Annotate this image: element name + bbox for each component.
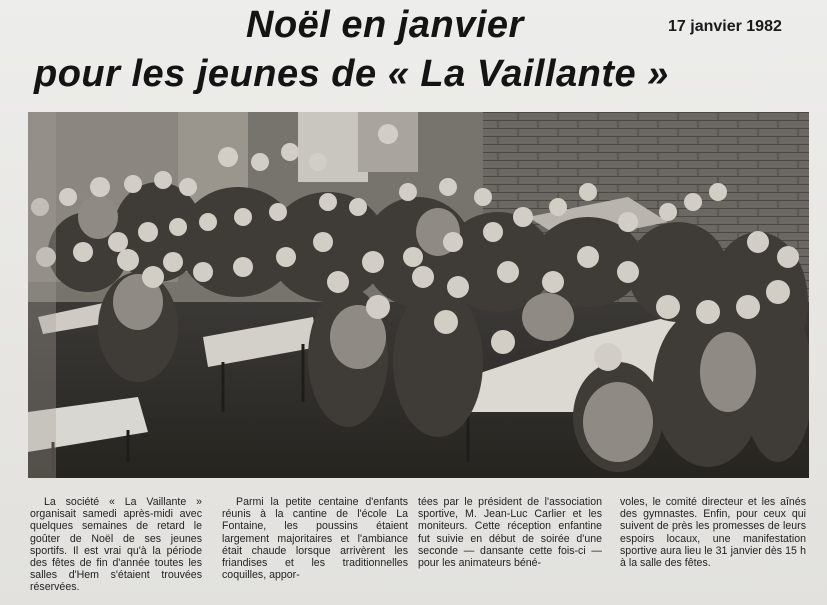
article-column-2 [222, 496, 408, 605]
article-column-1 [30, 496, 202, 605]
group-photo [28, 112, 809, 478]
headline-line-2: pour les jeunes de « La Vaillante » [34, 53, 669, 95]
article-column-4-text: voles, le comité directeur et les aînés des gymnastes. Enfin, pour ceux qui suivent de près les promesses de leurs espoirs locaux, une manifestation sportive aura lieu le 31 janvier dès 15 h à la salle des fêtes. [620, 496, 806, 570]
article-column-1-text: La société « La Vaillante » organisait samedi après-midi avec quelques semaines de retard le goûter de Noël de ses jeunes sportifs. Il est vrai qu'à la période des fêtes de fin d'année toutes les salles d'Hem s'étaient trouvées réservées. [30, 496, 202, 594]
article-column-2-text: Parmi la petite centaine d'enfants réunis à la cantine de l'école La Fontaine, les poussins étaient largement majoritaires et l'ambiance était chaude lorsque arrivèrent les friandises et les traditionnelles coquilles, appor- [222, 496, 408, 582]
headline-line-1: Noël en janvier [246, 4, 524, 46]
article-column-3 [418, 496, 602, 605]
article-column-3-text: tées par le président de l'association sportive, M. Jean-Luc Carlier et les moniteurs. Cette réception enfantine fut suivie en début de soirée d'une seconde — dansante cette fois-ci — pour les animateurs béné- [418, 496, 602, 570]
group-photo-illustration [28, 112, 809, 478]
article-date: 17 janvier 1982 [668, 18, 782, 35]
article-column-4 [620, 496, 806, 605]
